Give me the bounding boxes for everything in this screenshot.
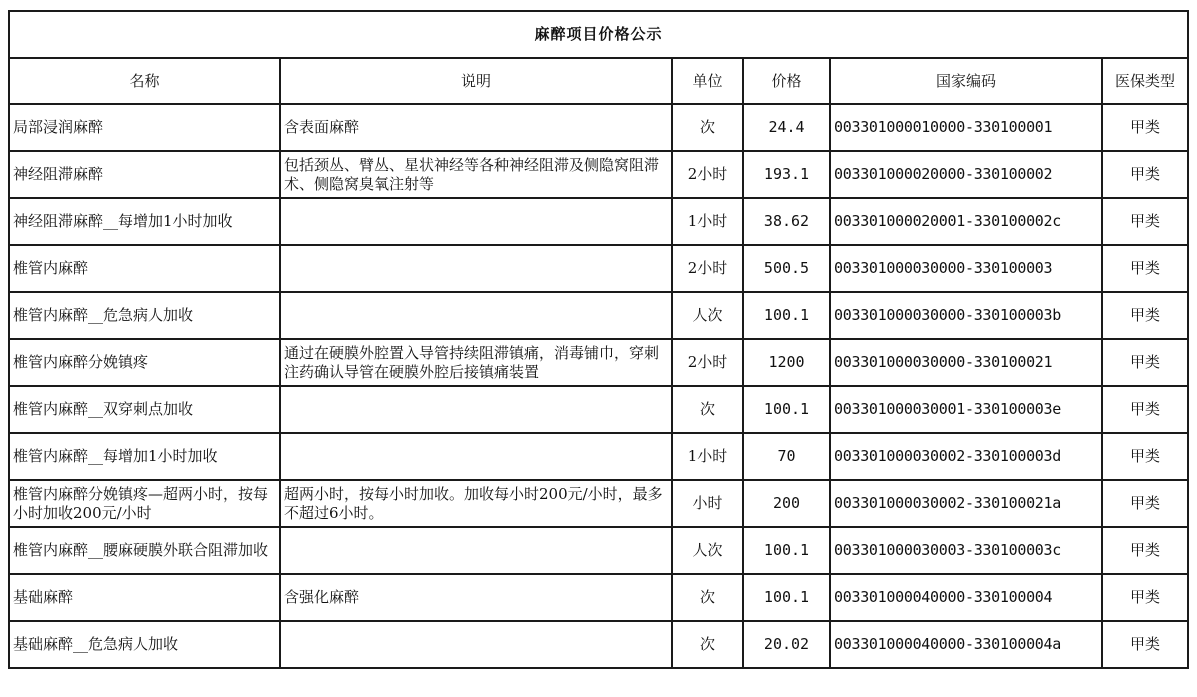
item-description: 含表面麻醉 [280, 104, 672, 151]
column-header-price: 价格 [743, 58, 830, 104]
header-row [9, 58, 1188, 104]
table-row [9, 245, 1188, 292]
page-title: 麻醉项目价格公示 [9, 11, 1188, 58]
table-row [9, 527, 1188, 574]
item-description [280, 621, 672, 668]
item-name: 椎管内麻醉分娩镇疼 [9, 339, 280, 386]
item-price: 100.1 [743, 292, 830, 339]
item-insurance-type: 甲类 [1102, 621, 1188, 668]
price-table [8, 10, 1189, 669]
item-insurance-type: 甲类 [1102, 292, 1188, 339]
item-name: 椎管内麻醉__每增加1小时加收 [9, 433, 280, 480]
item-description [280, 433, 672, 480]
item-insurance-type: 甲类 [1102, 198, 1188, 245]
column-header-code: 国家编码 [830, 58, 1102, 104]
item-national-code: 003301000030002-330100021a [830, 480, 1102, 527]
item-name: 椎管内麻醉__双穿刺点加收 [9, 386, 280, 433]
item-description [280, 198, 672, 245]
table-row [9, 574, 1188, 621]
item-national-code: 003301000030000-330100021 [830, 339, 1102, 386]
column-header-name: 名称 [9, 58, 280, 104]
item-insurance-type: 甲类 [1102, 386, 1188, 433]
item-insurance-type: 甲类 [1102, 527, 1188, 574]
item-unit: 2小时 [672, 245, 743, 292]
item-national-code: 003301000040000-330100004a [830, 621, 1102, 668]
item-national-code: 003301000040000-330100004 [830, 574, 1102, 621]
item-insurance-type: 甲类 [1102, 433, 1188, 480]
item-insurance-type: 甲类 [1102, 245, 1188, 292]
item-unit: 次 [672, 574, 743, 621]
table-row [9, 480, 1188, 527]
item-name: 椎管内麻醉分娩镇疼—超两小时，按每小时加收200元/小时 [9, 480, 280, 527]
item-price: 100.1 [743, 386, 830, 433]
column-header-unit: 单位 [672, 58, 743, 104]
item-name: 局部浸润麻醉 [9, 104, 280, 151]
item-name: 椎管内麻醉 [9, 245, 280, 292]
item-name: 基础麻醉 [9, 574, 280, 621]
table-row [9, 198, 1188, 245]
title-row [9, 11, 1188, 58]
item-unit: 次 [672, 621, 743, 668]
item-price: 100.1 [743, 527, 830, 574]
item-description [280, 386, 672, 433]
item-unit: 1小时 [672, 198, 743, 245]
item-description [280, 527, 672, 574]
column-header-type: 医保类型 [1102, 58, 1188, 104]
item-description: 通过在硬膜外腔置入导管持续阻滞镇痛，消毒铺巾，穿刺注药确认导管在硬膜外腔后接镇痛装置 [280, 339, 672, 386]
item-price: 24.4 [743, 104, 830, 151]
item-price: 500.5 [743, 245, 830, 292]
item-insurance-type: 甲类 [1102, 574, 1188, 621]
item-description [280, 292, 672, 339]
item-description: 含强化麻醉 [280, 574, 672, 621]
item-unit: 2小时 [672, 339, 743, 386]
item-national-code: 003301000020000-330100002 [830, 151, 1102, 198]
table-row [9, 386, 1188, 433]
item-name: 神经阻滞麻醉 [9, 151, 280, 198]
item-national-code: 003301000030001-330100003e [830, 386, 1102, 433]
item-unit: 1小时 [672, 433, 743, 480]
table-row [9, 433, 1188, 480]
item-unit: 次 [672, 386, 743, 433]
item-insurance-type: 甲类 [1102, 339, 1188, 386]
item-price: 38.62 [743, 198, 830, 245]
item-description: 超两小时，按每小时加收。加收每小时200元/小时，最多不超过6小时。 [280, 480, 672, 527]
item-national-code: 003301000030003-330100003c [830, 527, 1102, 574]
item-price: 200 [743, 480, 830, 527]
item-price: 20.02 [743, 621, 830, 668]
item-national-code: 003301000030000-330100003b [830, 292, 1102, 339]
item-description: 包括颈丛、臂丛、星状神经等各种神经阻滞及侧隐窝阻滞术、侧隐窝臭氧注射等 [280, 151, 672, 198]
table-row [9, 292, 1188, 339]
item-price: 1200 [743, 339, 830, 386]
item-name: 椎管内麻醉__腰麻硬膜外联合阻滞加收 [9, 527, 280, 574]
item-unit: 小时 [672, 480, 743, 527]
table-row [9, 151, 1188, 198]
item-unit: 2小时 [672, 151, 743, 198]
item-insurance-type: 甲类 [1102, 104, 1188, 151]
table-row [9, 104, 1188, 151]
item-name: 椎管内麻醉__危急病人加收 [9, 292, 280, 339]
item-insurance-type: 甲类 [1102, 480, 1188, 527]
item-unit: 次 [672, 104, 743, 151]
item-name: 基础麻醉__危急病人加收 [9, 621, 280, 668]
column-header-desc: 说明 [280, 58, 672, 104]
item-national-code: 003301000020001-330100002c [830, 198, 1102, 245]
table-body [9, 104, 1188, 668]
item-unit: 人次 [672, 292, 743, 339]
item-insurance-type: 甲类 [1102, 151, 1188, 198]
item-unit: 人次 [672, 527, 743, 574]
item-national-code: 003301000010000-330100001 [830, 104, 1102, 151]
item-price: 100.1 [743, 574, 830, 621]
item-national-code: 003301000030000-330100003 [830, 245, 1102, 292]
table-row [9, 621, 1188, 668]
item-price: 70 [743, 433, 830, 480]
item-national-code: 003301000030002-330100003d [830, 433, 1102, 480]
item-description [280, 245, 672, 292]
item-price: 193.1 [743, 151, 830, 198]
table-row [9, 339, 1188, 386]
item-name: 神经阻滞麻醉__每增加1小时加收 [9, 198, 280, 245]
